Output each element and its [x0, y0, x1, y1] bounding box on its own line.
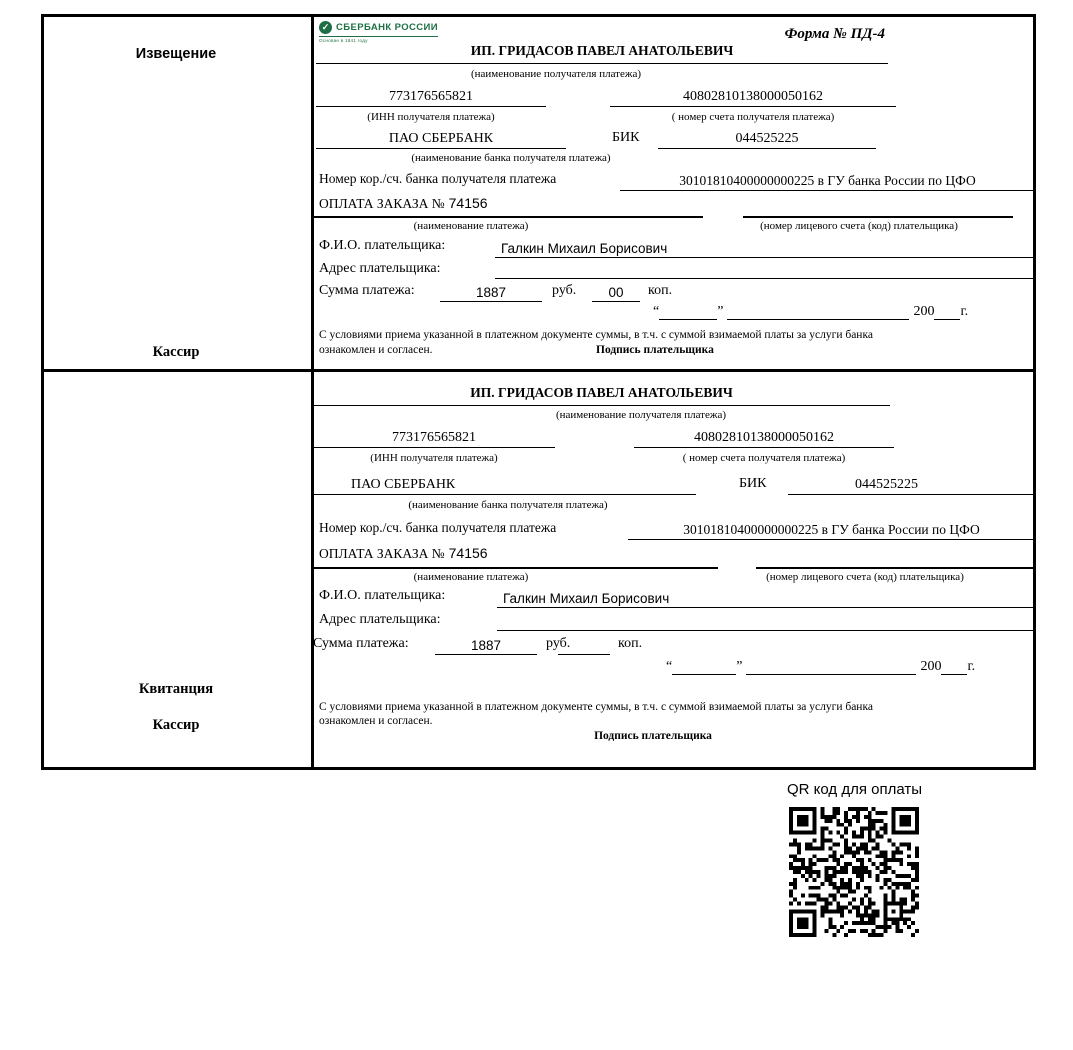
form-number-label: Форма № ПД-4: [784, 26, 885, 42]
date-year-line: [934, 306, 960, 320]
signature-label-notice: Подпись плательщика: [596, 344, 714, 356]
qr-code: [789, 807, 919, 937]
year-prefix: 200: [913, 304, 935, 319]
date-month-line: [727, 306, 909, 320]
date-day-line: [672, 661, 736, 675]
inn-value-receipt: 773176565821: [313, 427, 555, 448]
purpose-number-receipt: 74156: [448, 545, 488, 561]
sum-kop-value-receipt: [558, 634, 610, 655]
fio-label-notice: Ф.И.О. плательщика:: [319, 238, 446, 253]
inn-value-notice: 773176565821: [316, 86, 546, 107]
bank-name-notice: ПАО СБЕРБАНК: [316, 128, 566, 149]
bik-label-notice: БИК: [612, 130, 640, 145]
account-value-receipt: 40802810138000050162: [634, 427, 894, 448]
qr-title: QR код для оплаты: [786, 781, 922, 798]
address-value-notice: [495, 258, 1035, 279]
sum-label-notice: Сумма платежа:: [319, 283, 415, 298]
kop-label-notice: коп.: [648, 283, 673, 298]
fio-label-receipt: Ф.И.О. плательщика:: [319, 588, 446, 603]
year-prefix: 200: [920, 659, 942, 674]
purpose-row-receipt: [319, 545, 488, 563]
account-value-notice: 40802810138000050162: [610, 86, 896, 107]
agreement-line1-receipt: С условиями приема указанной в платежном документе суммы, в т.ч. с суммой взимаемой платы за услуги банка: [319, 701, 873, 713]
sum-rub-value-notice: 1887: [440, 281, 542, 302]
purpose-caption-receipt: (наименование платежа): [413, 571, 529, 583]
purpose-label-receipt: ОПЛАТА ЗАКАЗА №: [319, 546, 445, 561]
account-caption-receipt: ( номер счета получателя платежа): [682, 452, 846, 464]
year-suffix: г.: [967, 659, 976, 674]
bik-value-receipt: 044525225: [788, 474, 1035, 495]
address-value-receipt: [497, 610, 1035, 631]
purpose-caption-notice: (наименование платежа): [413, 220, 529, 232]
form-section-divider: [41, 369, 1036, 372]
close-quote: ”: [736, 659, 743, 674]
personal-account-caption-notice: (номер лицевого счета (код) плательщика): [760, 220, 958, 232]
date-year-line: [941, 661, 967, 675]
inn-caption-receipt: (ИНН получателя платежа): [370, 452, 498, 464]
signature-label-receipt: Подпись плательщика: [594, 730, 712, 742]
corr-value-notice: 30101810400000000225 в ГУ банка России по ЦФО: [620, 169, 1035, 191]
purpose-number-notice: 74156: [448, 195, 488, 211]
purpose-label-notice: ОПЛАТА ЗАКАЗА №: [319, 196, 445, 211]
bik-label-receipt: БИК: [739, 476, 767, 491]
corr-label-notice: Номер кор./сч. банка получателя платежа: [319, 171, 557, 186]
inn-caption-notice: (ИНН получателя платежа): [367, 111, 495, 123]
agreement-line2-notice: ознакомлен и согласен.: [319, 344, 433, 356]
section-notice-label: Извещение: [135, 46, 217, 62]
cashier-label-receipt: Кассир: [152, 717, 200, 733]
personal-account-line-receipt: [756, 567, 1033, 569]
agreement-line1-notice: С условиями приема указанной в платежном документе суммы, в т.ч. с суммой взимаемой платы за услуги банка: [319, 329, 873, 341]
payee-name-notice: ИП. ГРИДАСОВ ПАВЕЛ АНАТОЛЬЕВИЧ: [316, 43, 888, 64]
sum-rub-value-receipt: 1887: [435, 634, 537, 655]
account-caption-notice: ( номер счета получателя платежа): [671, 111, 835, 123]
cashier-label-notice: Кассир: [152, 344, 200, 360]
section-receipt-label: Квитанция: [138, 681, 214, 697]
fio-value-notice: Галкин Михаил Борисович: [495, 236, 1035, 258]
sberbank-logo: [319, 21, 438, 43]
corr-value-receipt: 30101810400000000225 в ГУ банка России по ЦФО: [628, 518, 1035, 540]
bank-caption-notice: (наименование банка получателя платежа): [411, 152, 611, 164]
date-row-notice: [653, 304, 968, 320]
date-row-receipt: [666, 659, 975, 675]
rub-label-receipt: руб.: [546, 636, 571, 651]
open-quote: “: [653, 304, 660, 319]
sum-kop-value-notice: 00: [592, 281, 640, 302]
purpose-row-notice: [319, 195, 488, 213]
open-quote: “: [666, 659, 673, 674]
payee-caption-notice: (наименование получателя платежа): [470, 68, 642, 80]
purpose-underline-receipt: [314, 567, 718, 569]
bank-name-receipt: ПАО СБЕРБАНК: [313, 474, 696, 495]
sum-label-receipt: Сумма платежа:: [313, 636, 409, 651]
fio-value-receipt: Галкин Михаил Борисович: [497, 586, 1035, 608]
kop-label-receipt: коп.: [618, 636, 643, 651]
personal-account-caption-receipt: (номер лицевого счета (код) плательщика): [766, 571, 964, 583]
corr-label-receipt: Номер кор./сч. банка получателя платежа: [319, 520, 557, 535]
address-label-receipt: Адрес плательщика:: [319, 612, 441, 627]
payee-name-receipt: ИП. ГРИДАСОВ ПАВЕЛ АНАТОЛЬЕВИЧ: [313, 385, 890, 406]
payee-caption-receipt: (наименование получателя платежа): [555, 409, 727, 421]
rub-label-notice: руб.: [552, 283, 577, 298]
bank-caption-receipt: (наименование банка получателя платежа): [408, 499, 608, 511]
agreement-line2-receipt: ознакомлен и согласен.: [319, 715, 433, 727]
personal-account-line-notice: [743, 216, 1013, 218]
purpose-underline-notice: [314, 216, 703, 218]
sberbank-logo-tagline: Основан в 1841 году: [319, 38, 368, 43]
bik-value-notice: 044525225: [658, 128, 876, 149]
date-day-line: [659, 306, 717, 320]
close-quote: ”: [717, 304, 724, 319]
date-month-line: [746, 661, 916, 675]
sberbank-check-icon: ✓: [319, 21, 332, 34]
year-suffix: г.: [960, 304, 969, 319]
address-label-notice: Адрес плательщика:: [319, 261, 441, 276]
sberbank-logo-text: СБЕРБАНК РОССИИ: [336, 22, 438, 33]
